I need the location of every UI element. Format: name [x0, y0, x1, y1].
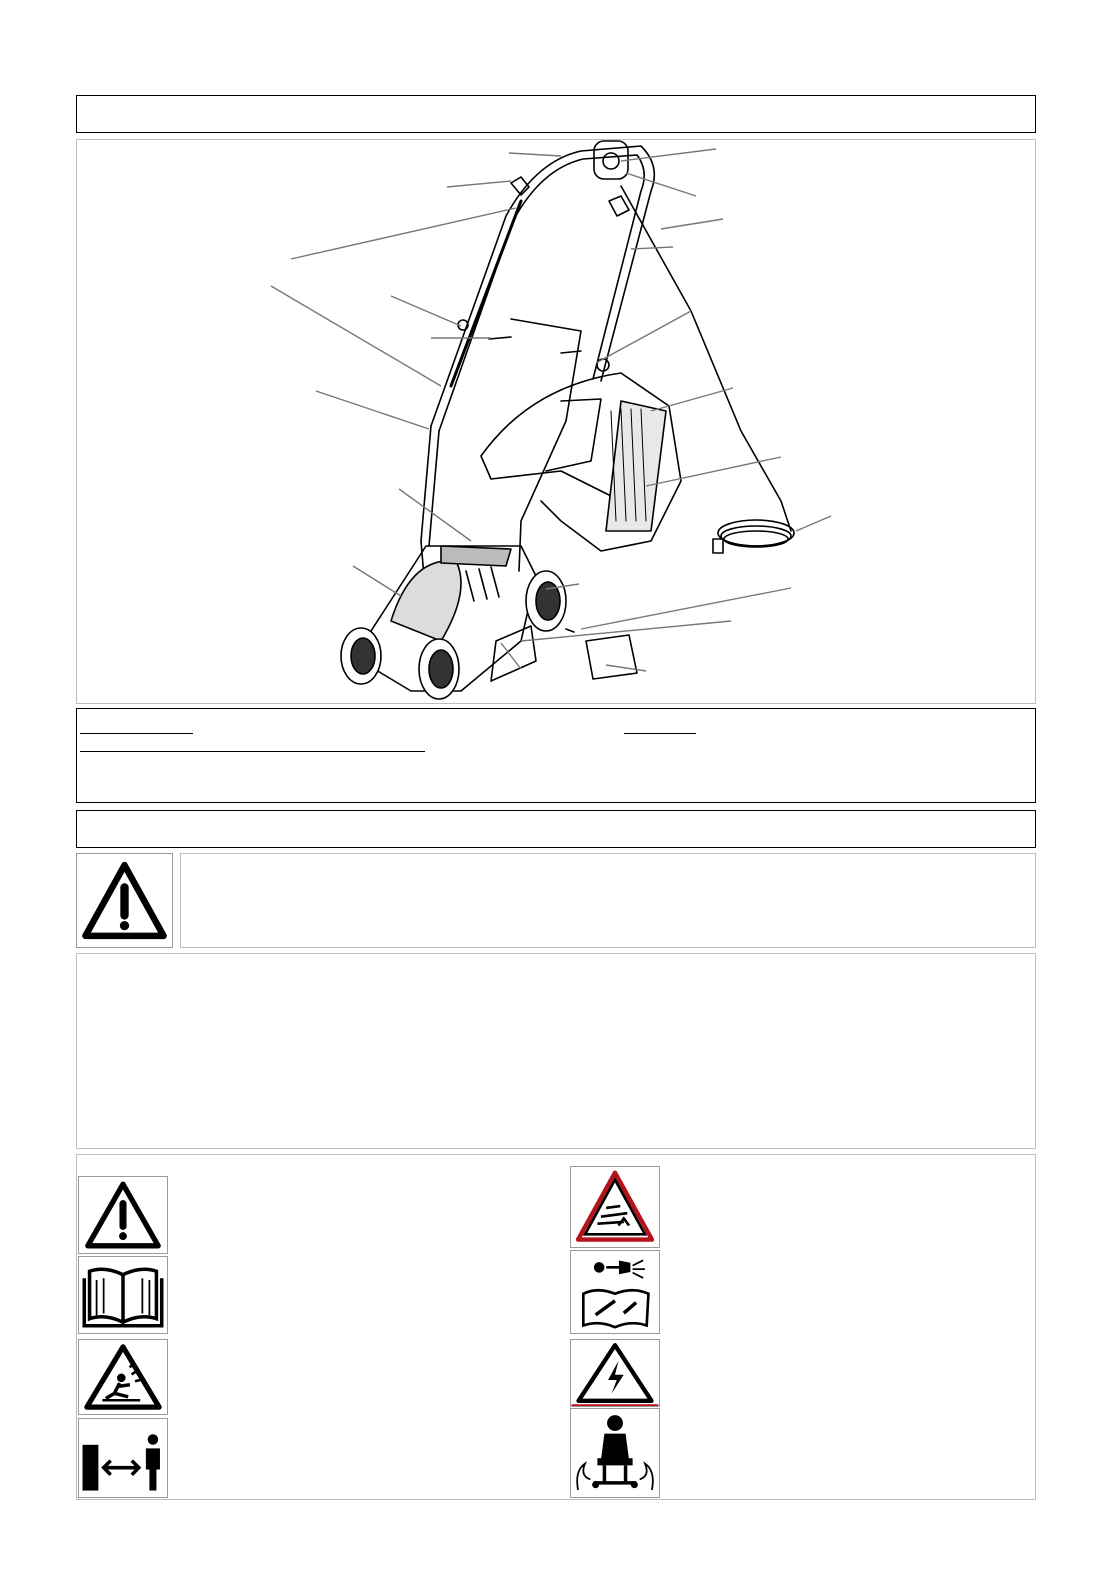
keep-distance-icon [79, 1419, 167, 1497]
symbol-electric-cell [570, 1339, 660, 1407]
info-underline-1 [80, 733, 193, 734]
unplug-before-maintenance-icon [571, 1251, 659, 1333]
keep-cable-away-icon [571, 1409, 659, 1497]
warning-triangle-icon [77, 854, 172, 947]
sharp-blades-icon [571, 1167, 659, 1247]
lawnmower-parts-diagram [77, 140, 1034, 702]
warning-text-panel [180, 853, 1036, 948]
read-manual-icon [79, 1257, 167, 1333]
symbol-warning-cell [78, 1176, 168, 1254]
symbol-unplug-cell [570, 1250, 660, 1334]
safety-text-panel [76, 953, 1036, 1149]
thrown-objects-icon [79, 1340, 167, 1414]
info-underline-3 [80, 751, 425, 752]
section-header-1 [76, 95, 1036, 133]
parts-diagram-panel [76, 139, 1036, 704]
symbol-keep-distance-cell [78, 1418, 168, 1498]
electric-shock-icon [571, 1340, 659, 1406]
info-underline-2 [624, 733, 696, 734]
symbol-thrown-objects-cell [78, 1339, 168, 1415]
info-block [76, 708, 1036, 803]
warning-triangle-icon [79, 1177, 167, 1253]
warning-icon-cell [76, 853, 173, 948]
symbol-cable-cell [570, 1408, 660, 1498]
symbols-panel [76, 1154, 1036, 1500]
symbol-sharp-blades-cell [570, 1166, 660, 1248]
symbol-manual-cell [78, 1256, 168, 1334]
section-header-2 [76, 810, 1036, 848]
